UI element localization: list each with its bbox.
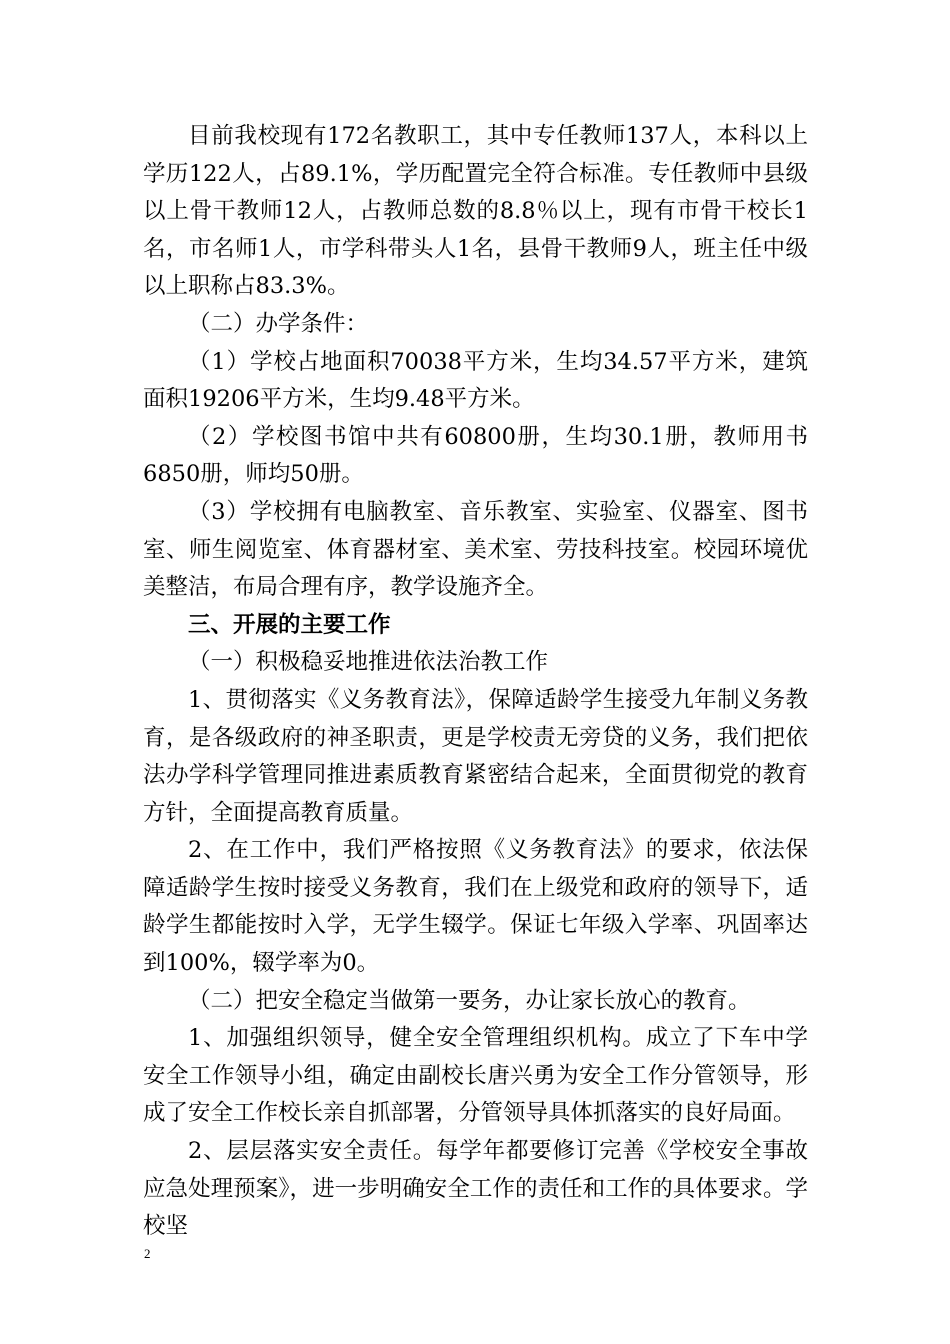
section-heading-main-work: 三、开展的主要工作 (188, 611, 391, 638)
paragraph-school-conditions-heading: （二）办学条件： (188, 310, 369, 337)
paragraph-facilities: （3）学校拥有电脑教室、音乐教室、实验室、仪器室、图书室、师生阅览室、体育器材室、美术室、劳技科技室。校园环境优美整洁，布局合理有序，教学设施齐全。 (143, 498, 808, 601)
paragraph-safety-heading: （二）把安全稳定当做第一要务，办让家长放心的教育。 (188, 987, 751, 1014)
paragraph-rule-of-law-heading: （一）积极稳妥地推进依法治教工作 (188, 649, 549, 676)
page-number: 2 (144, 1246, 151, 1261)
document-body (143, 118, 808, 1246)
paragraph-enrollment: 2、在工作中，我们严格按照《义务教育法》的要求，依法保障适龄学生按时接受义务教育，我们在上级党和政府的领导下，适龄学生都能按时入学，无学生辍学。保证七年级入学率、巩固率达到100%，辍学率为0。 (143, 837, 808, 977)
paragraph-library: （2）学校图书馆中共有60800册，生均30.1册，教师用书6850册，师均50册。 (143, 423, 808, 488)
paragraph-staff-overview: 目前我校现有172名教职工，其中专任教师137人，本科以上学历122人，占89.1%，学历配置完全符合标准。专任教师中县级以上骨干教师12人，占教师总数的8.8％以上，现有市骨干校长1名，市名师1人，市学科带头人1名，县骨干教师9人，班主任中级以上职称占83.3%。 (143, 123, 808, 300)
paragraph-compulsory-education-law: 1、贯彻落实《义务教育法》，保障适龄学生接受九年制义务教育，是各级政府的神圣职责，更是学校责无旁贷的义务，我们把依法办学科学管理同推进素质教育紧密结合起来，全面贯彻党的教育方针，全面提高教育质量。 (143, 686, 808, 826)
paragraph-safety-organization: 1、加强组织领导，健全安全管理组织机构。成立了下车中学安全工作领导小组，确定由副校长唐兴勇为安全工作分管领导，形成了安全工作校长亲自抓部署，分管领导具体抓落实的良好局面。 (143, 1025, 808, 1127)
paragraph-safety-responsibility: 2、层层落实安全责任。每学年都要修订完善《学校安全事故应急处理预案》，进一步明确安全工作的责任和工作的具体要求。学校坚 (143, 1138, 808, 1240)
paragraph-land-area: （1）学校占地面积70038平方米，生均34.57平方米，建筑面积19206平方米，生均9.48平方米。 (143, 348, 808, 413)
